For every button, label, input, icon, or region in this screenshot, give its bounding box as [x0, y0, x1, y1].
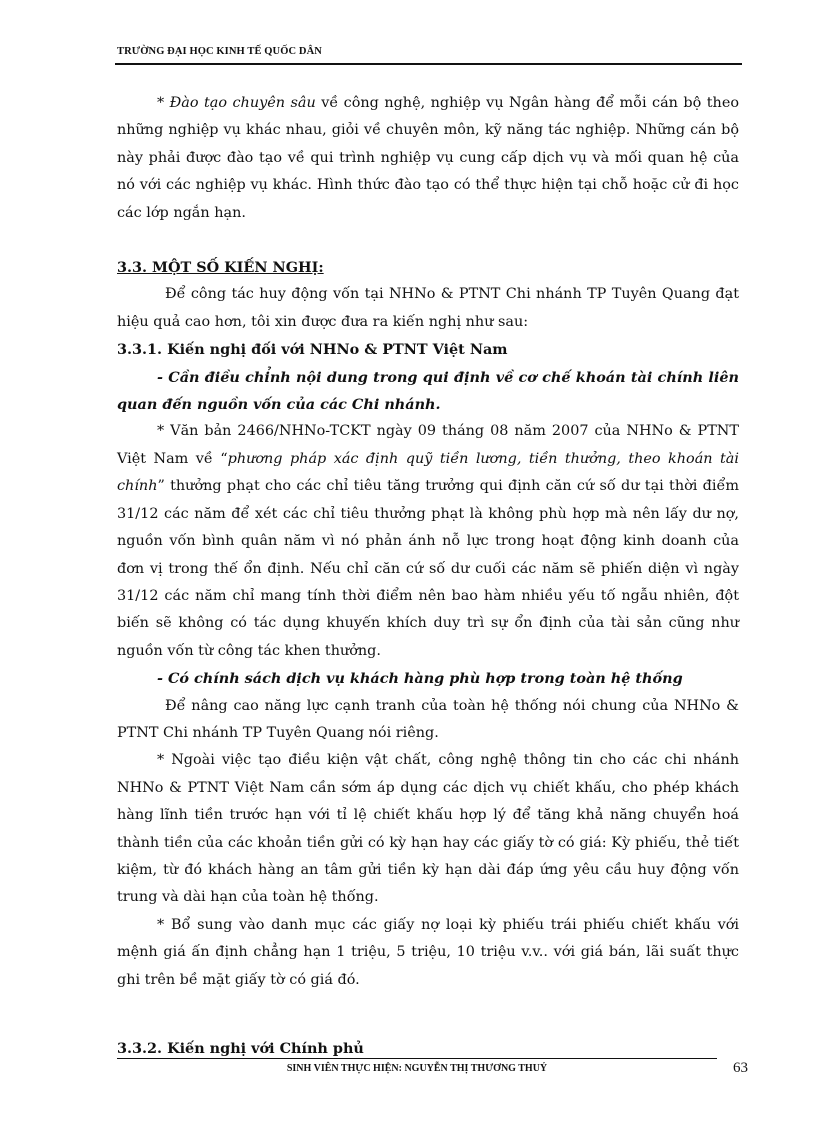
subsection-heading-1: 3.3.1. Kiến nghị đối với NHNo & PTNT Việt Nam [117, 341, 508, 359]
doc-text-italic: phương pháp xác định quỹ tiền lương, tiền thưởng, theo khoán tài chính [117, 450, 739, 495]
training-label: * Đào tạo chuyên sâu [157, 95, 316, 111]
page-footer: SINH VIÊN THỰC HIỆN: NGUYỄN THỊ THƯƠNG THUỶ [286, 1063, 548, 1074]
section-heading: 3.3. MỘT SỐ KIẾN NGHỊ: [117, 259, 324, 277]
training-text: về công nghệ, nghiệp vụ Ngân hàng để mỗi cán bộ theo những nghiệp vụ khác nhau, giỏi về chuyên môn, kỹ năng tác nghiệp. Những cán bộ này phải được đào tạo về qui trình nghiệp vụ cung cấp dịch vụ và mối quan hệ của nó với các nghiệp vụ khác. Hình thức đào tạo có thể thực hiện tại chỗ hoặc cử đi học các lớp ngắn hạn. [117, 95, 739, 221]
point-1-title: - Cần điều chỉnh nội dung trong qui định về cơ chế khoán tài chính liên quan đến nguồn vốn của các Chi nhánh. [117, 368, 739, 414]
page-header: TRƯỜNG ĐẠI HỌC KINH TẾ QUỐC DÂN [117, 46, 322, 57]
paragraph-discount-services: * Ngoài việc tạo điều kiện vật chất, công nghệ thông tin cho các chi nhánh NHNo & PTNT Việt Nam cần sớm áp dụng các dịch vụ chiết khấu, cho phép khách hàng lĩnh tiền trước hạn với tỉ lệ chiết khấu hợp lý để tăng khả năng chuyển hoá thành tiền của các khoản tiền gửi có kỳ hạn hay các giấy tờ có giá: Kỳ phiếu, thẻ tiết kiệm, từ đó khách hàng an tâm gửi tiền kỳ hạn dài đáp ứng yêu cầu huy động vốn trung và dài hạn của toàn hệ thống. [117, 752, 739, 906]
header-divider [115, 63, 742, 65]
spacer [117, 994, 739, 1021]
doc-text-start: * Văn bản 2466/NHNo-TCKT ngày 09 tháng 08 năm 2007 của NHNo & PTNT Việt Nam về “ [117, 423, 739, 467]
paragraph-document-2466 [117, 418, 739, 665]
document-body [117, 90, 739, 1062]
doc-text-end: ” thưởng phạt cho các chỉ tiêu tăng trưởng qui định căn cứ số dư tại thời điểm 31/12 các năm để xét các chỉ tiêu thưởng phạt là không phù hợp mà nên lấy dư nợ, nguồn vốn bình quân năm vì nó phản ánh nỗ lực trong hoạt động kinh doanh của đơn vị trong thế ổn định. Nếu chỉ căn cứ số dư cuối các năm sẽ phiến diện vì ngày 31/12 các năm chỉ mang tính thời điểm nên bao hàm nhiều yếu tố ngẫu nhiên, đột biến sẽ không có tác dụng khuyến khích duy trì sự ổn định của tài sản cũng như nguồn vốn từ công tác khen thưởng. [117, 478, 739, 659]
footer-divider [117, 1058, 717, 1059]
paragraph-intro: Để công tác huy động vốn tại NHNo & PTNT Chi nhánh TP Tuyên Quang đạt hiệu quả cao hơn, tôi xin được đưa ra kiến nghị như sau: [117, 286, 739, 330]
subsection-heading-2: 3.3.2. Kiến nghị với Chính phủ [117, 1040, 364, 1057]
page-number: 63 [733, 1060, 748, 1076]
paragraph-debt-papers: * Bổ sung vào danh mục các giấy nợ loại kỳ phiếu trái phiếu chiết khấu với mệnh giá ấn định chẳng hạn 1 triệu, 5 triệu, 10 triệu v.v.. với giá bán, lãi suất thực ghi trên bề mặt giấy tờ có giá đó. [117, 916, 739, 988]
paragraph-training [117, 90, 739, 227]
point-2-title: - Có chính sách dịch vụ khách hàng phù hợp trong toàn hệ thống [157, 670, 683, 688]
paragraph-competitiveness: Để nâng cao năng lực cạnh tranh của toàn hệ thống nói chung của NHNo & PTNT Chi nhánh TP Tuyên Quang nói riêng. [117, 697, 739, 741]
